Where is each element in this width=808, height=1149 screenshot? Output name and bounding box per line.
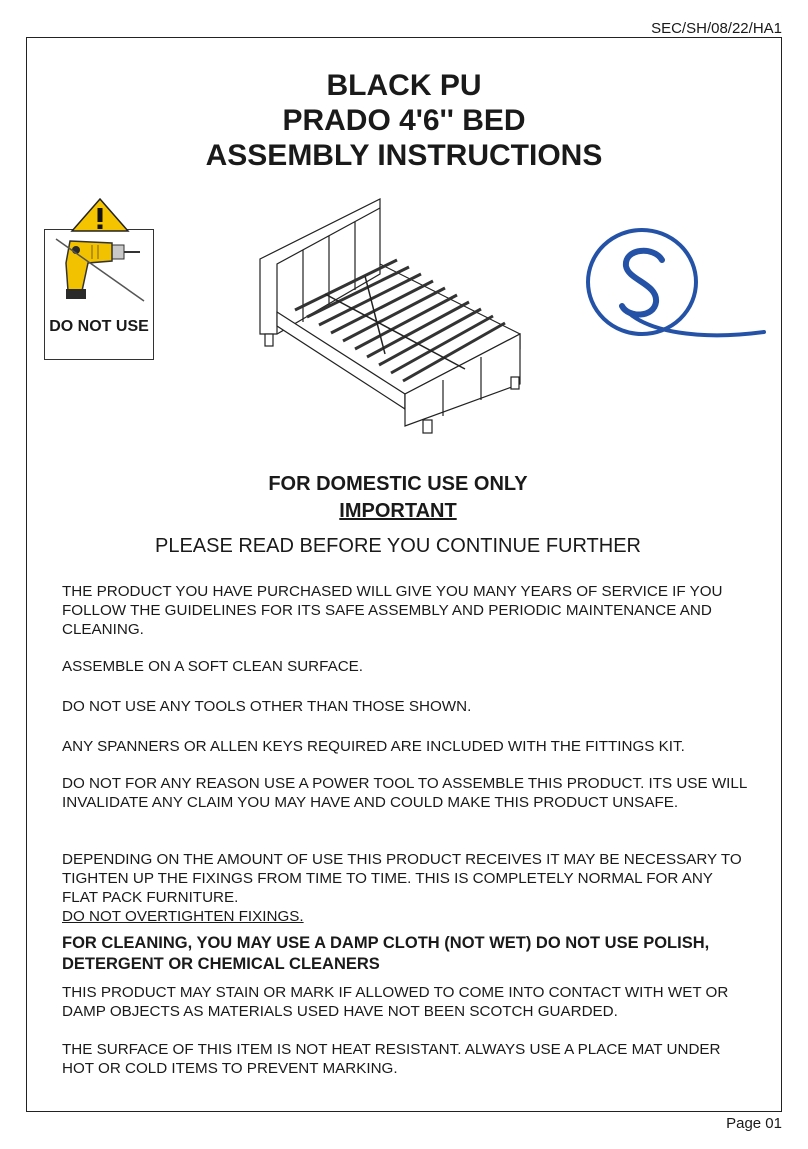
- please-read-heading: PLEASE READ BEFORE YOU CONTINUE FURTHER: [154, 535, 641, 557]
- brand-logo: [584, 222, 770, 352]
- stain-paragraph: THIS PRODUCT MAY STAIN OR MARK IF ALLOWED TO COME INTO CONTACT WITH WET OR DAMP OBJECTS AS MATERIALS USED HAVE NOT BEEN SCOTCH GUARDED.: [62, 984, 729, 1020]
- intro-paragraph: THE PRODUCT YOU HAVE PURCHASED WILL GIVE YOU MANY YEARS OF SERVICE IF YOU FOLLOW THE GUIDELINES FOR ITS SAFE ASSEMBLY AND PERIODIC MAINTENANCE AND CLEANING.: [62, 583, 723, 638]
- document-code: SEC/SH/08/22/HA1: [651, 20, 782, 37]
- spanners-paragraph: ANY SPANNERS OR ALLEN KEYS REQUIRED ARE INCLUDED WITH THE FITTINGS KIT.: [62, 738, 685, 755]
- do-not-use-label: DO NOT USE: [49, 318, 149, 335]
- tighten-paragraph: DEPENDING ON THE AMOUNT OF USE THIS PRODUCT RECEIVES IT MAY BE NECESSARY TO TIGHTEN UP THE FIXINGS FROM TIME TO TIME. THIS IS COMPLETELY NORMAL FOR ANY FLAT PACK FURNITURE.: [62, 851, 742, 906]
- bed-frame-illustration: [255, 194, 545, 434]
- cleaning-warning: FOR CLEANING, YOU MAY USE A DAMP CLOTH (NOT WET) DO NOT USE POLISH, DETERGENT OR CHEMICAL CLEANERS: [62, 934, 710, 973]
- power-tool-paragraph: DO NOT FOR ANY REASON USE A POWER TOOL TO ASSEMBLE THIS PRODUCT. ITS USE WILL INVALIDATE ANY CLAIM YOU MAY HAVE AND COULD MAKE THIS PRODUCT UNSAFE.: [62, 775, 747, 811]
- warning-triangle-icon: [70, 197, 130, 233]
- domestic-use-heading: FOR DOMESTIC USE ONLY: [268, 473, 528, 495]
- title-line-2: PRADO 4'6'' BED: [282, 104, 526, 137]
- important-heading: [0, 500, 796, 523]
- power-drill-prohibited-icon: [52, 235, 148, 305]
- title-line-3: ASSEMBLY INSTRUCTIONS: [205, 139, 603, 172]
- important-text: IMPORTANT: [339, 500, 457, 522]
- title-line-1: BLACK PU: [326, 69, 482, 102]
- page-title: [0, 68, 808, 173]
- heat-paragraph: THE SURFACE OF THIS ITEM IS NOT HEAT RESISTANT. ALWAYS USE A PLACE MAT UNDER HOT OR COLD ITEMS TO PREVENT MARKING.: [62, 1041, 721, 1077]
- overtighten-warning: DO NOT OVERTIGHTEN FIXINGS.: [62, 908, 304, 925]
- soft-surface-paragraph: ASSEMBLE ON A SOFT CLEAN SURFACE.: [62, 658, 364, 675]
- tools-paragraph: DO NOT USE ANY TOOLS OTHER THAN THOSE SHOWN.: [62, 698, 472, 715]
- page-number: Page 01: [726, 1115, 782, 1132]
